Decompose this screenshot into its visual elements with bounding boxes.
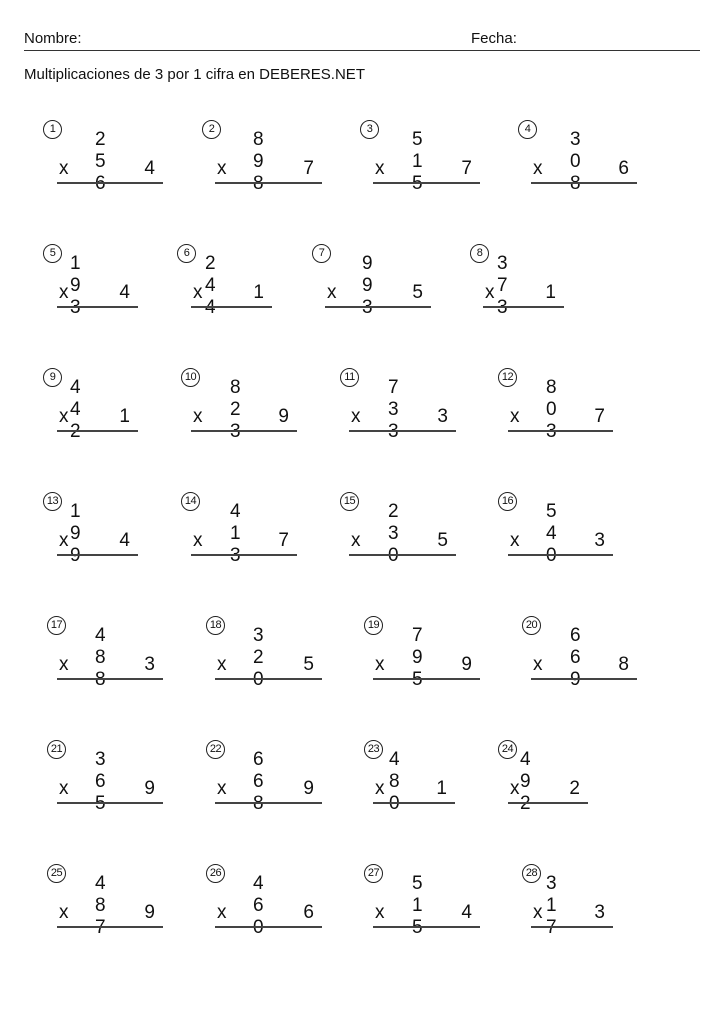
times-sign: x (351, 406, 361, 427)
problem-number-badge: 28 (522, 864, 541, 883)
answer-rule (191, 554, 297, 556)
multiplier: 1 (253, 282, 264, 303)
problem-number-badge: 20 (522, 616, 541, 635)
times-sign: x (510, 778, 520, 799)
answer-rule (531, 182, 637, 184)
multiplier: 5 (303, 654, 314, 675)
problem-number-badge: 22 (206, 740, 225, 759)
times-sign: x (510, 406, 520, 427)
answer-rule (57, 926, 163, 928)
problem-number-badge: 10 (181, 368, 200, 387)
multiplicand: 4 4 2 (70, 377, 83, 442)
answer-rule (483, 306, 564, 308)
times-sign: x (217, 778, 227, 799)
multiplier: 9 (144, 778, 155, 799)
multiplier: 9 (144, 902, 155, 923)
problem-number-badge: 8 (470, 244, 489, 263)
date-label: Fecha: (471, 30, 517, 47)
times-sign: x (485, 282, 495, 303)
answer-rule (508, 554, 613, 556)
multiplicand: 7 3 3 (388, 377, 401, 442)
multiplicand: 8 0 3 (546, 377, 559, 442)
multiplicand: 4 6 0 (253, 873, 266, 938)
answer-rule (57, 306, 138, 308)
times-sign: x (327, 282, 337, 303)
multiplicand: 6 6 9 (570, 625, 583, 690)
times-sign: x (533, 902, 543, 923)
answer-rule (57, 554, 138, 556)
multiplier: 4 (119, 282, 130, 303)
problem-number-badge: 3 (360, 120, 379, 139)
problem-number-badge: 23 (364, 740, 383, 759)
multiplicand: 4 8 8 (95, 625, 108, 690)
problem-number-badge: 21 (47, 740, 66, 759)
multiplier: 9 (461, 654, 472, 675)
answer-rule (191, 430, 297, 432)
times-sign: x (59, 530, 69, 551)
times-sign: x (375, 654, 385, 675)
multiplier: 8 (618, 654, 629, 675)
times-sign: x (375, 158, 385, 179)
answer-rule (57, 430, 138, 432)
multiplicand: 3 2 0 (253, 625, 266, 690)
multiplicand: 9 9 3 (362, 253, 375, 318)
times-sign: x (533, 158, 543, 179)
problem-number-badge: 16 (498, 492, 517, 511)
multiplier: 4 (119, 530, 130, 551)
multiplicand: 2 5 6 (95, 129, 108, 194)
multiplier: 3 (437, 406, 448, 427)
multiplier: 4 (144, 158, 155, 179)
problem-number-badge: 24 (498, 740, 517, 759)
multiplicand: 1 9 9 (70, 501, 83, 566)
problem-number-badge: 7 (312, 244, 331, 263)
answer-rule (325, 306, 431, 308)
multiplicand: 3 7 3 (497, 253, 510, 318)
answer-rule (373, 802, 455, 804)
times-sign: x (193, 282, 203, 303)
multiplier: 1 (545, 282, 556, 303)
answer-rule (191, 306, 272, 308)
answer-rule (531, 678, 637, 680)
multiplier: 6 (303, 902, 314, 923)
multiplier: 1 (436, 778, 447, 799)
multiplier: 1 (119, 406, 130, 427)
problem-number-badge: 4 (518, 120, 537, 139)
problem-number-badge: 11 (340, 368, 359, 387)
answer-rule (508, 430, 613, 432)
problem-number-badge: 13 (43, 492, 62, 511)
answer-rule (57, 802, 163, 804)
answer-rule (349, 554, 456, 556)
times-sign: x (351, 530, 361, 551)
multiplier: 7 (461, 158, 472, 179)
multiplicand: 8 2 3 (230, 377, 243, 442)
worksheet-subtitle: Multiplicaciones de 3 por 1 cifra en DEBERES.NET (24, 66, 365, 83)
times-sign: x (217, 158, 227, 179)
multiplicand: 8 9 8 (253, 129, 266, 194)
multiplier: 7 (594, 406, 605, 427)
multiplicand: 7 9 5 (412, 625, 425, 690)
answer-rule (57, 678, 163, 680)
problem-number-badge: 26 (206, 864, 225, 883)
answer-rule (215, 182, 322, 184)
multiplicand: 4 9 2 (520, 749, 533, 814)
multiplier: 2 (569, 778, 580, 799)
multiplicand: 3 0 8 (570, 129, 583, 194)
answer-rule (373, 926, 480, 928)
problem-number-badge: 2 (202, 120, 221, 139)
answer-rule (57, 182, 163, 184)
times-sign: x (193, 530, 203, 551)
answer-rule (508, 802, 588, 804)
multiplier: 9 (278, 406, 289, 427)
problem-number-badge: 17 (47, 616, 66, 635)
times-sign: x (533, 654, 543, 675)
multiplicand: 5 1 5 (412, 129, 425, 194)
multiplier: 3 (144, 654, 155, 675)
multiplicand: 4 8 7 (95, 873, 108, 938)
times-sign: x (375, 902, 385, 923)
problem-number-badge: 9 (43, 368, 62, 387)
multiplicand: 2 4 4 (205, 253, 218, 318)
times-sign: x (59, 902, 69, 923)
multiplicand: 4 1 3 (230, 501, 243, 566)
answer-rule (215, 802, 322, 804)
multiplicand: 2 3 0 (388, 501, 401, 566)
multiplier: 6 (618, 158, 629, 179)
answer-rule (373, 182, 480, 184)
times-sign: x (510, 530, 520, 551)
name-label: Nombre: (24, 30, 82, 47)
multiplicand: 5 4 0 (546, 501, 559, 566)
multiplier: 7 (303, 158, 314, 179)
times-sign: x (59, 158, 69, 179)
multiplicand: 5 1 5 (412, 873, 425, 938)
multiplicand: 6 6 8 (253, 749, 266, 814)
problem-number-badge: 25 (47, 864, 66, 883)
problem-number-badge: 18 (206, 616, 225, 635)
times-sign: x (217, 654, 227, 675)
times-sign: x (375, 778, 385, 799)
multiplier: 3 (594, 902, 605, 923)
multiplier: 5 (412, 282, 423, 303)
times-sign: x (59, 778, 69, 799)
times-sign: x (193, 406, 203, 427)
multiplier: 3 (594, 530, 605, 551)
multiplicand: 3 1 7 (546, 873, 559, 938)
problem-number-badge: 12 (498, 368, 517, 387)
problem-number-badge: 15 (340, 492, 359, 511)
answer-rule (215, 926, 322, 928)
header-rule (24, 50, 700, 51)
problem-number-badge: 1 (43, 120, 62, 139)
problem-number-badge: 5 (43, 244, 62, 263)
answer-rule (215, 678, 322, 680)
multiplicand: 4 8 0 (389, 749, 402, 814)
multiplier: 5 (437, 530, 448, 551)
multiplicand: 1 9 3 (70, 253, 83, 318)
problem-number-badge: 6 (177, 244, 196, 263)
answer-rule (531, 926, 613, 928)
problem-number-badge: 14 (181, 492, 200, 511)
multiplier: 7 (278, 530, 289, 551)
times-sign: x (59, 654, 69, 675)
answer-rule (373, 678, 480, 680)
multiplier: 4 (461, 902, 472, 923)
multiplier: 9 (303, 778, 314, 799)
answer-rule (349, 430, 456, 432)
multiplicand: 3 6 5 (95, 749, 108, 814)
times-sign: x (59, 406, 69, 427)
times-sign: x (217, 902, 227, 923)
problem-number-badge: 19 (364, 616, 383, 635)
times-sign: x (59, 282, 69, 303)
problem-number-badge: 27 (364, 864, 383, 883)
